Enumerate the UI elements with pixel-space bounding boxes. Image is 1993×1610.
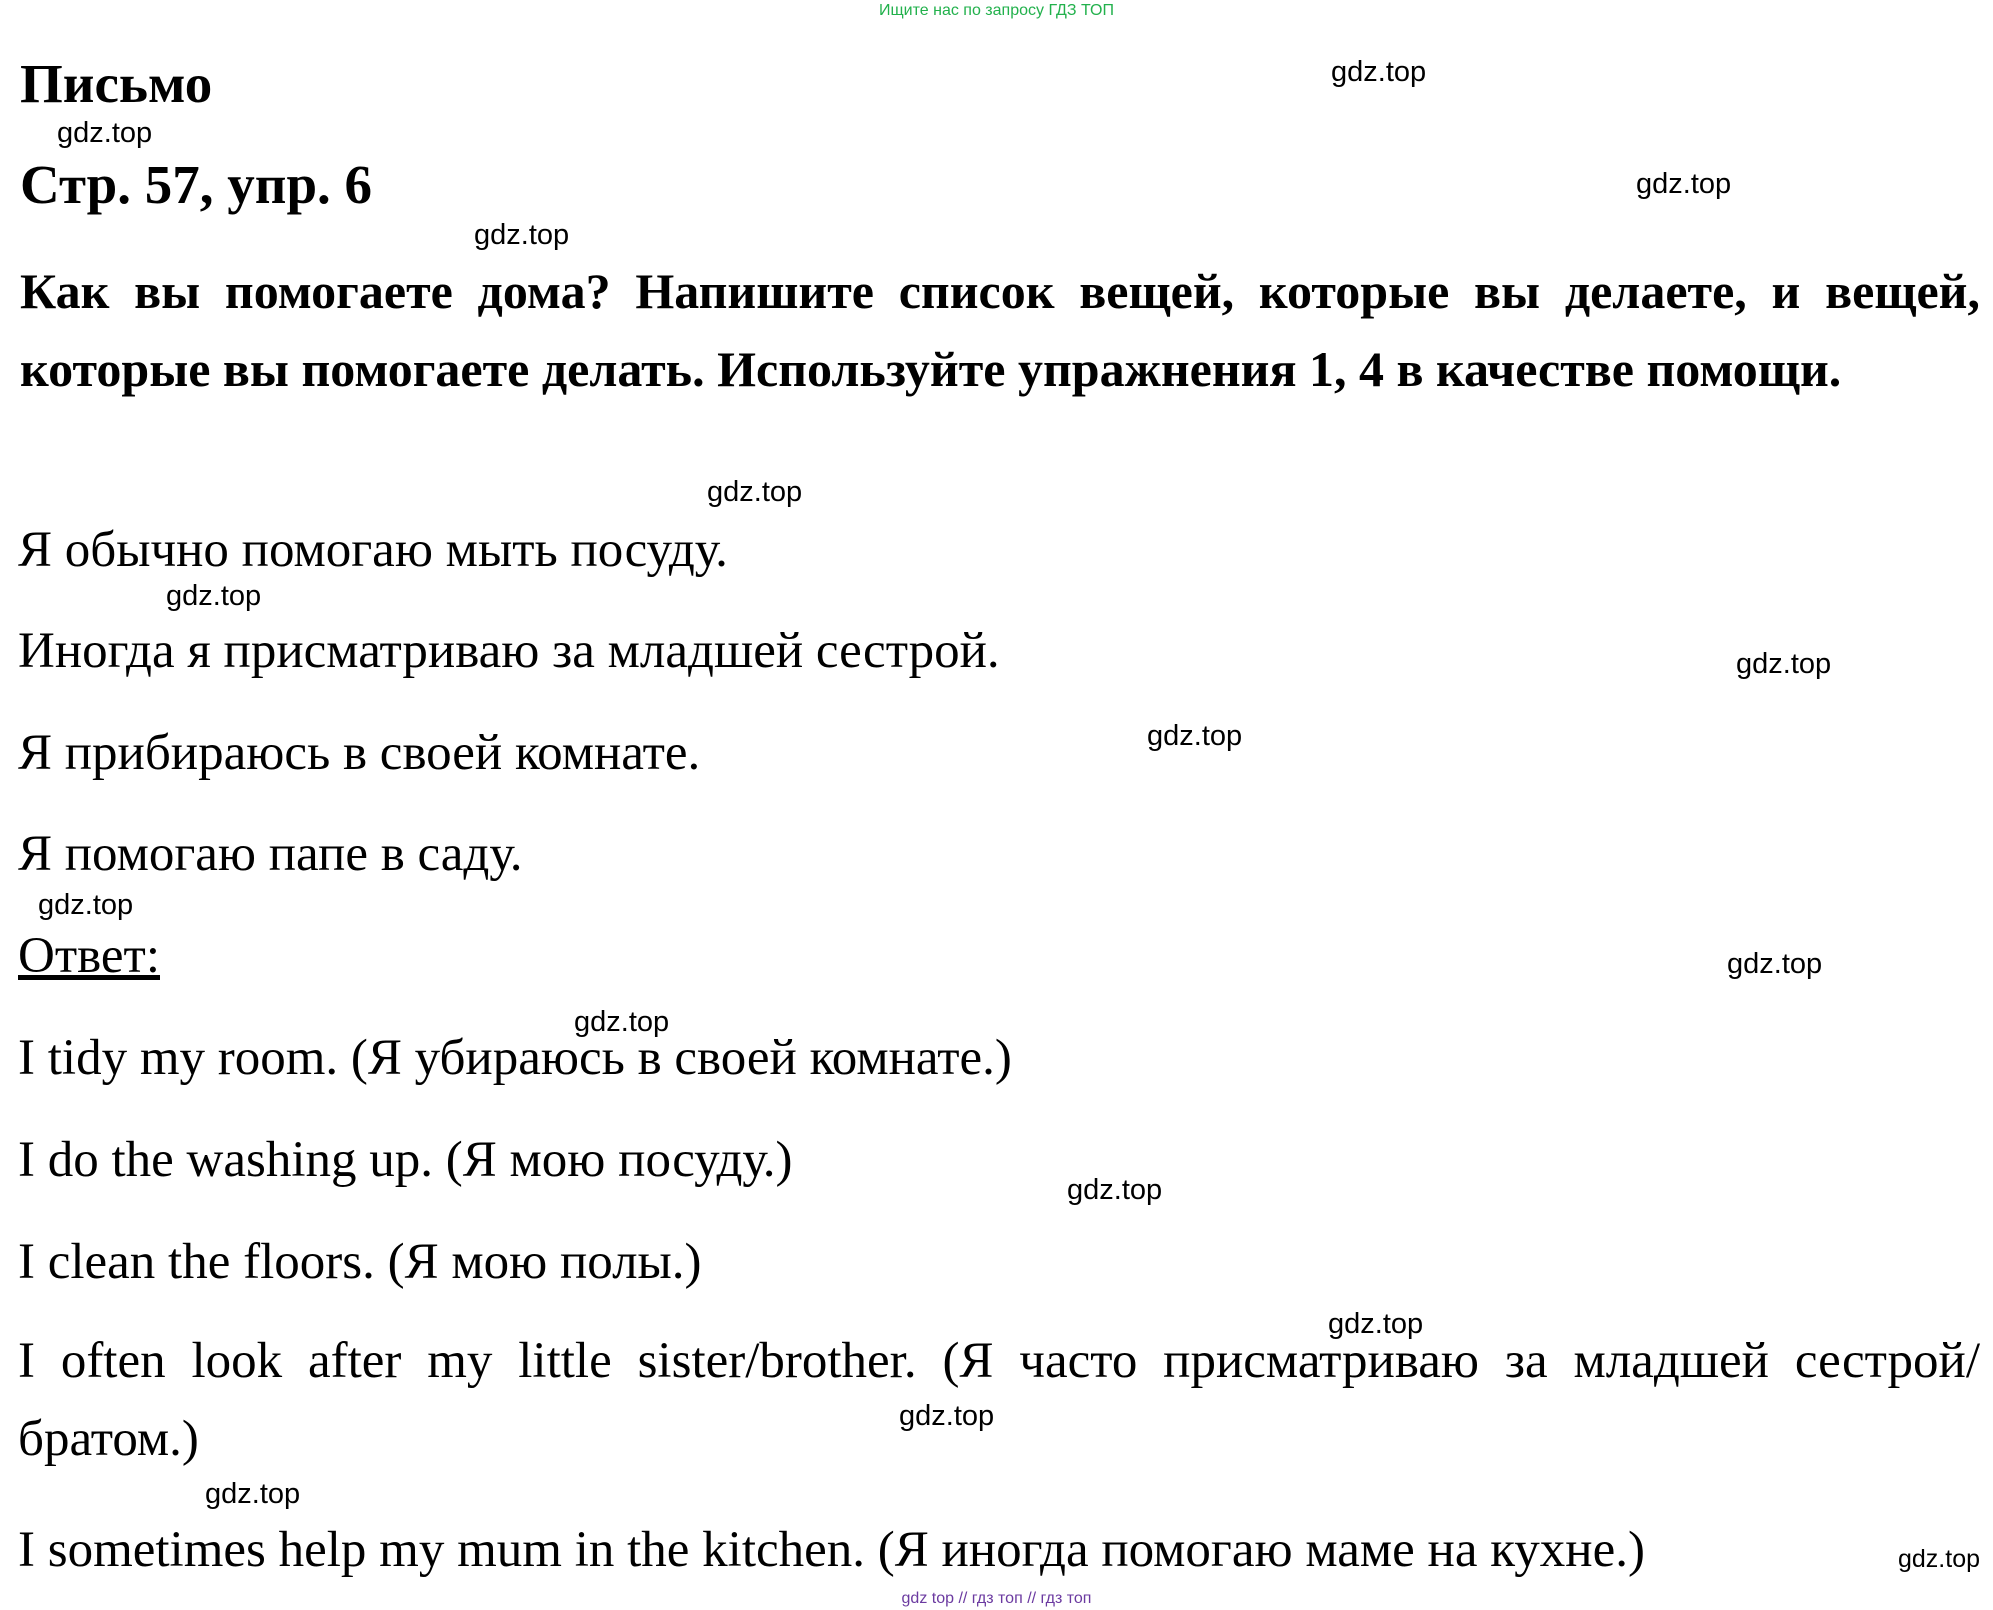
answer-line: I tidy my room. (Я убираюсь в своей комнате.): [18, 1030, 1012, 1086]
watermark: gdz.top: [899, 1400, 995, 1432]
translation-line: Я прибираюсь в своей комнате.: [18, 725, 701, 781]
exercise-title: Стр. 57, упр. 6: [20, 154, 373, 215]
watermark: gdz.top: [1331, 56, 1427, 88]
answer-line: I clean the floors. (Я мою полы.): [18, 1234, 702, 1290]
watermark: gdz.top: [474, 219, 570, 251]
watermark: gdz.top: [1636, 168, 1732, 200]
watermark: gdz.top: [1067, 1174, 1163, 1206]
watermark: gdz.top: [57, 117, 153, 149]
watermark: gdz.top: [205, 1478, 301, 1510]
section-title: Письмо: [20, 53, 213, 114]
watermark: gdz.top: [1147, 720, 1243, 752]
answer-line: I often look after my little sister/brother. (Я часто присматриваю за младшей сестрой/братом.): [18, 1333, 1980, 1467]
task-text: Как вы помогаете дома? Напишите список вещей, которые вы делаете, и вещей, которые вы помогаете делать. Используйте упражнения 1, 4 в качестве помощи.: [20, 263, 1980, 397]
watermark: gdz.top: [1898, 1545, 1981, 1573]
watermark: gdz.top: [707, 476, 803, 508]
translation-line: Я помогаю папе в саду.: [18, 826, 523, 882]
answer-line: I sometimes help my mum in the kitchen. (Я иногда помогаю маме на кухне.): [18, 1522, 1645, 1578]
answer-line: I do the washing up. (Я мою посуду.): [18, 1132, 793, 1188]
top-banner: Ищите нас по запросу ГДЗ ТОП: [879, 2, 1114, 19]
watermark: gdz.top: [166, 580, 262, 612]
watermark: gdz.top: [1727, 948, 1823, 980]
translation-line: Я обычно помогаю мыть посуду.: [18, 522, 728, 578]
translation-line: Иногда я присматриваю за младшей сестрой.: [18, 623, 1000, 679]
watermark: gdz.top: [1328, 1308, 1424, 1340]
answer-label: Ответ:: [18, 928, 160, 984]
bottom-banner: gdz top // гдз топ // гдз топ: [901, 1590, 1092, 1607]
watermark: gdz.top: [38, 889, 134, 921]
watermark: gdz.top: [574, 1006, 670, 1038]
watermark: gdz.top: [1736, 648, 1832, 680]
